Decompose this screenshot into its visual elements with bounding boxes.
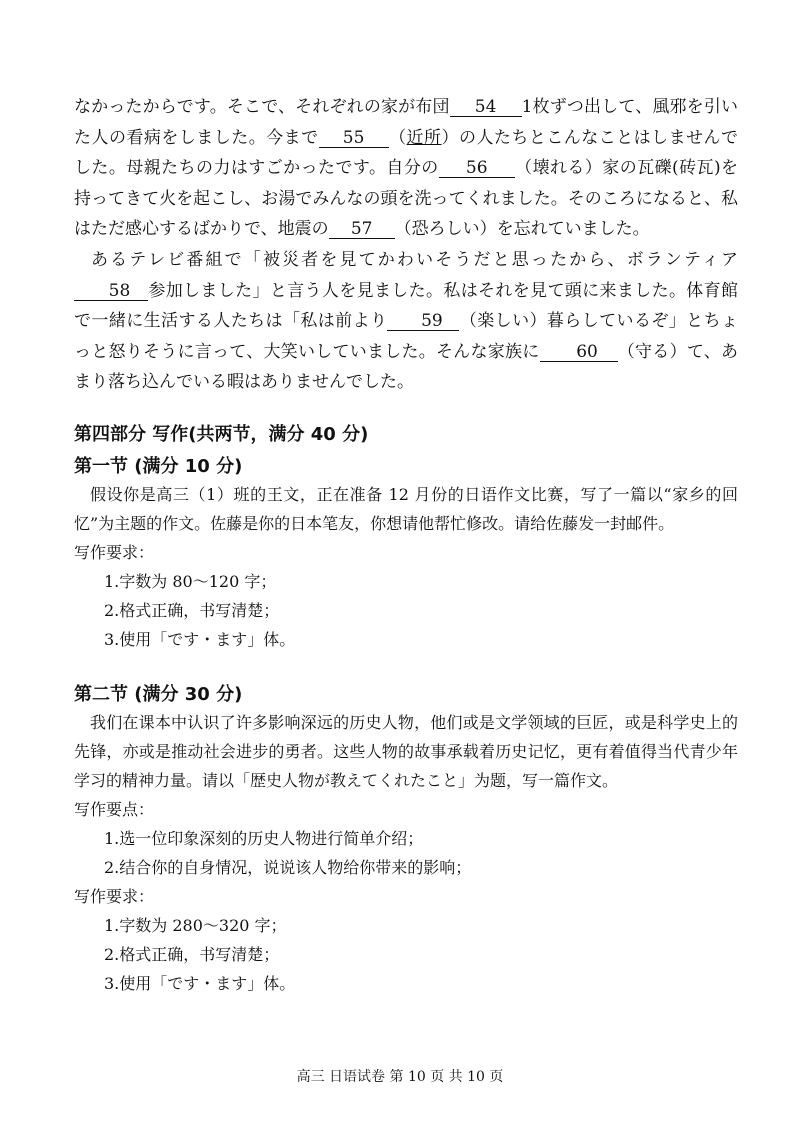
blank-58: 58 [74, 282, 148, 301]
section2-requirements-label: 写作要求： [74, 887, 155, 906]
section1-requirements-label: 写作要求： [74, 543, 155, 562]
section1-requirement: 1.字数为 80～120 字； [104, 572, 277, 591]
blank-54: 54 [450, 98, 522, 117]
section2-requirement: 3.使用「です・ます」体。 [104, 974, 296, 993]
section1-requirement: 2.格式正确，书写清楚； [104, 601, 280, 620]
section1-body [74, 480, 738, 654]
passage-text: ）の人たちとこんなことはしませんでした。母親たちの力はすごかったです。自分の [74, 127, 739, 179]
passage-text: 参加しました」と言う人を見ました。私はそれを見て頭に来ました。体育館で一緒に生活する人たちは「私は前より [74, 280, 738, 332]
section2-prompt: 我们在课本中认识了许多影响深远的历史人物，他们或是文学领域的巨匠，或是科学史上的先锋，亦或是推动社会进步的勇者。这些人物的故事承载着历史记忆，更有着值得当代青少年学习的精神力量。请以「歴史人物が教えてくれたこと」为题，写一篇作文。 [74, 713, 738, 790]
section2-point: 2.结合你的自身情况，说说该人物给你带来的影响； [104, 858, 472, 877]
blank-55: 55 [319, 129, 389, 148]
underlined-word: 近所 [406, 127, 442, 148]
blank-59: 59 [387, 312, 459, 331]
section2-points-label: 写作要点： [74, 800, 155, 819]
section1-requirement: 3.使用「です・ます」体。 [104, 630, 296, 649]
passage-text: （ [388, 127, 407, 148]
section2-point: 1.选一位印象深刻的历史人物进行简单介绍； [104, 829, 424, 848]
blank-60: 60 [540, 343, 618, 362]
section1-prompt: 假设你是高三（1）班的王文，正在准备 12 月份的日语作文比赛，写了一篇以“家乡的回忆”为主题的作文。佐藤是你的日本笔友，你想请他帮忙修改。请给佐藤发一封邮件。 [74, 485, 738, 533]
section2-title: 第二节 (满分 30 分) [74, 684, 243, 705]
blank-57: 57 [329, 220, 395, 239]
passage-text: （壊れる）家の瓦礫(砖瓦)を持ってきて火を起こし、お湯でみんなの頭を洗ってくれました。そのころになると、私はただ感心するばかりで、地震の [74, 158, 739, 240]
section1-title: 第一节 (满分 10 分) [74, 456, 243, 477]
page-footer: 高三 日语试卷 第 10 页 共 10 页 [296, 1069, 504, 1085]
reading-passage [74, 92, 738, 398]
passage-text: （守る）て、あまり落ち込んでいる暇はありませんでした。 [74, 341, 738, 393]
passage-text: あるテレビ番組で「被災者を見てかわいそうだと思ったから、ボランティア [91, 249, 738, 270]
passage-text: なかったからです。そこで、それぞれの家が布団 [74, 97, 450, 117]
passage-text: （楽しい）暮らしているぞ」とちょっと怒りそうに言って、大笑いしていました。そんな家族に [74, 311, 739, 362]
passage-paragraph-1 [74, 92, 738, 245]
passage-paragraph-2 [74, 245, 738, 398]
section2-body [74, 708, 738, 998]
part4-title: 第四部分 写作(共两节，满分 40 分) [74, 424, 369, 445]
section2-requirement: 2.格式正确，书写清楚； [104, 945, 280, 964]
passage-text: 1枚ずつ出して、風邪を引いた人の看病をしました。今まで [74, 97, 738, 148]
blank-56: 56 [439, 159, 515, 178]
section2-requirement: 1.字数为 280～320 字； [104, 916, 287, 935]
passage-text: （恐ろしい）を忘れていました。 [394, 219, 650, 240]
